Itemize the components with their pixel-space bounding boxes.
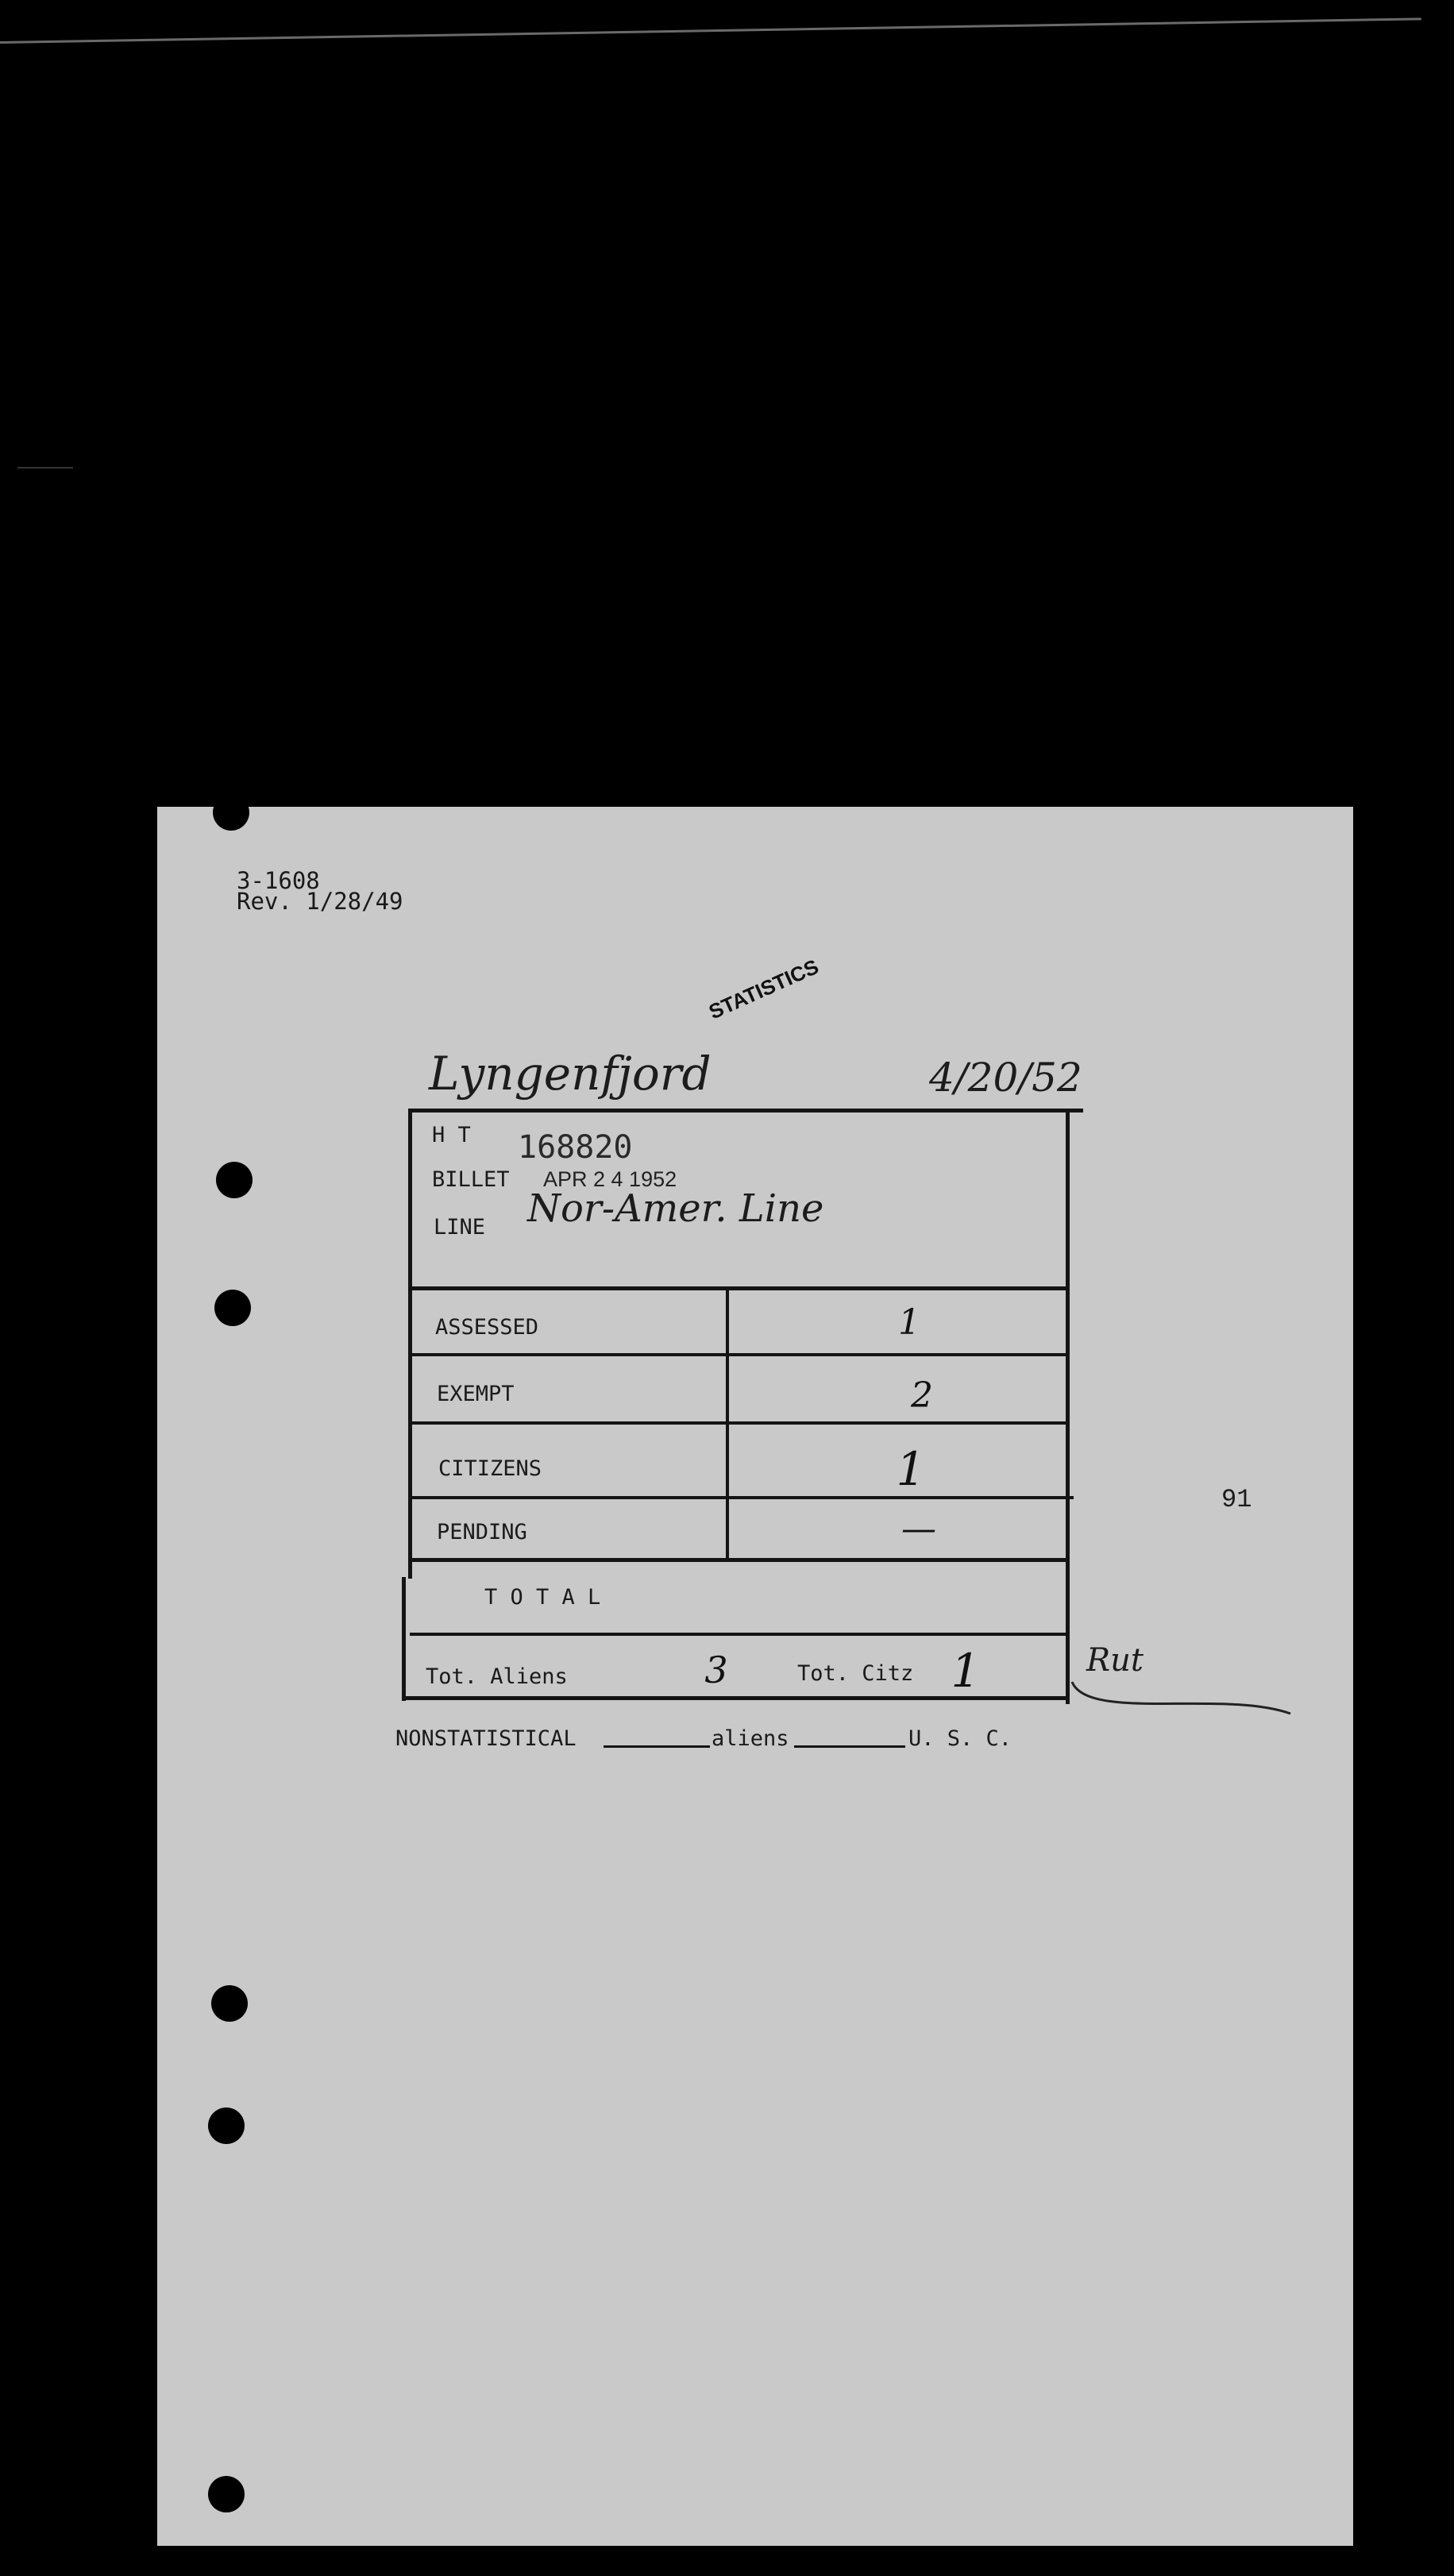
blank-line: [604, 1745, 710, 1748]
ht-label: H T: [432, 1123, 471, 1147]
punch-hole: [208, 2107, 245, 2144]
punch-hole: [208, 2476, 245, 2512]
row-divider: [410, 1633, 1069, 1636]
billed-label: BILLET: [432, 1167, 510, 1192]
box-top-border: [410, 1109, 1083, 1113]
ht-number: 168820: [518, 1129, 633, 1166]
assessed-label: ASSESSED: [435, 1315, 539, 1340]
line-label: LINE: [434, 1215, 486, 1240]
column-divider: [726, 1286, 729, 1560]
aliens-label: aliens: [712, 1726, 789, 1751]
box-left-border: [408, 1109, 412, 1579]
punch-hole: [214, 1290, 251, 1326]
total-label: T O T A L: [484, 1585, 601, 1610]
billed-date-stamp: APR 2 4 1952: [543, 1167, 677, 1191]
initials-flourish: [1064, 1658, 1302, 1730]
row-divider: [410, 1421, 1069, 1425]
ship-name: Lyngenfjord: [429, 1047, 712, 1101]
row-divider: [410, 1558, 1069, 1562]
box-left-border-lower: [402, 1577, 406, 1701]
exempt-label: EXEMPT: [437, 1382, 515, 1406]
blank-line: [794, 1745, 905, 1748]
citizens-label: CITIZENS: [438, 1456, 542, 1481]
page-number: 91: [1221, 1485, 1252, 1514]
exempt-value: 2: [911, 1375, 933, 1416]
form-number: 3-1608: [237, 867, 320, 894]
punch-hole: [211, 1985, 248, 2022]
row-divider: [410, 1286, 1069, 1290]
pending-value: —: [901, 1509, 936, 1549]
citizens-value: 1: [896, 1442, 926, 1496]
handwritten-date: 4/20/52: [929, 1055, 1082, 1101]
nonstatistical-label: NONSTATISTICAL: [395, 1726, 577, 1751]
total-aliens-label: Tot. Aliens: [426, 1664, 568, 1689]
punch-hole: [213, 794, 249, 831]
total-citizens-label: Tot. Citz: [797, 1661, 914, 1686]
usc-label: U. S. C.: [908, 1726, 1012, 1751]
line-value: Nor-Amer. Line: [527, 1186, 824, 1231]
assessed-value: 1: [898, 1302, 920, 1343]
punch-hole: [216, 1162, 253, 1198]
total-aliens-value: 3: [704, 1649, 728, 1691]
row-divider: [410, 1496, 1074, 1499]
row-divider: [410, 1353, 1069, 1356]
box-right-border: [1066, 1109, 1070, 1704]
statistics-stamp: STATISTICS: [705, 954, 823, 1024]
pending-label: PENDING: [437, 1520, 527, 1544]
form-revision: Rev. 1/28/49: [237, 888, 403, 915]
scan-mark: [17, 467, 73, 469]
total-citizens-value: 1: [951, 1644, 981, 1698]
scan-edge-line: [0, 17, 1421, 44]
initials: Rut: [1086, 1642, 1144, 1679]
